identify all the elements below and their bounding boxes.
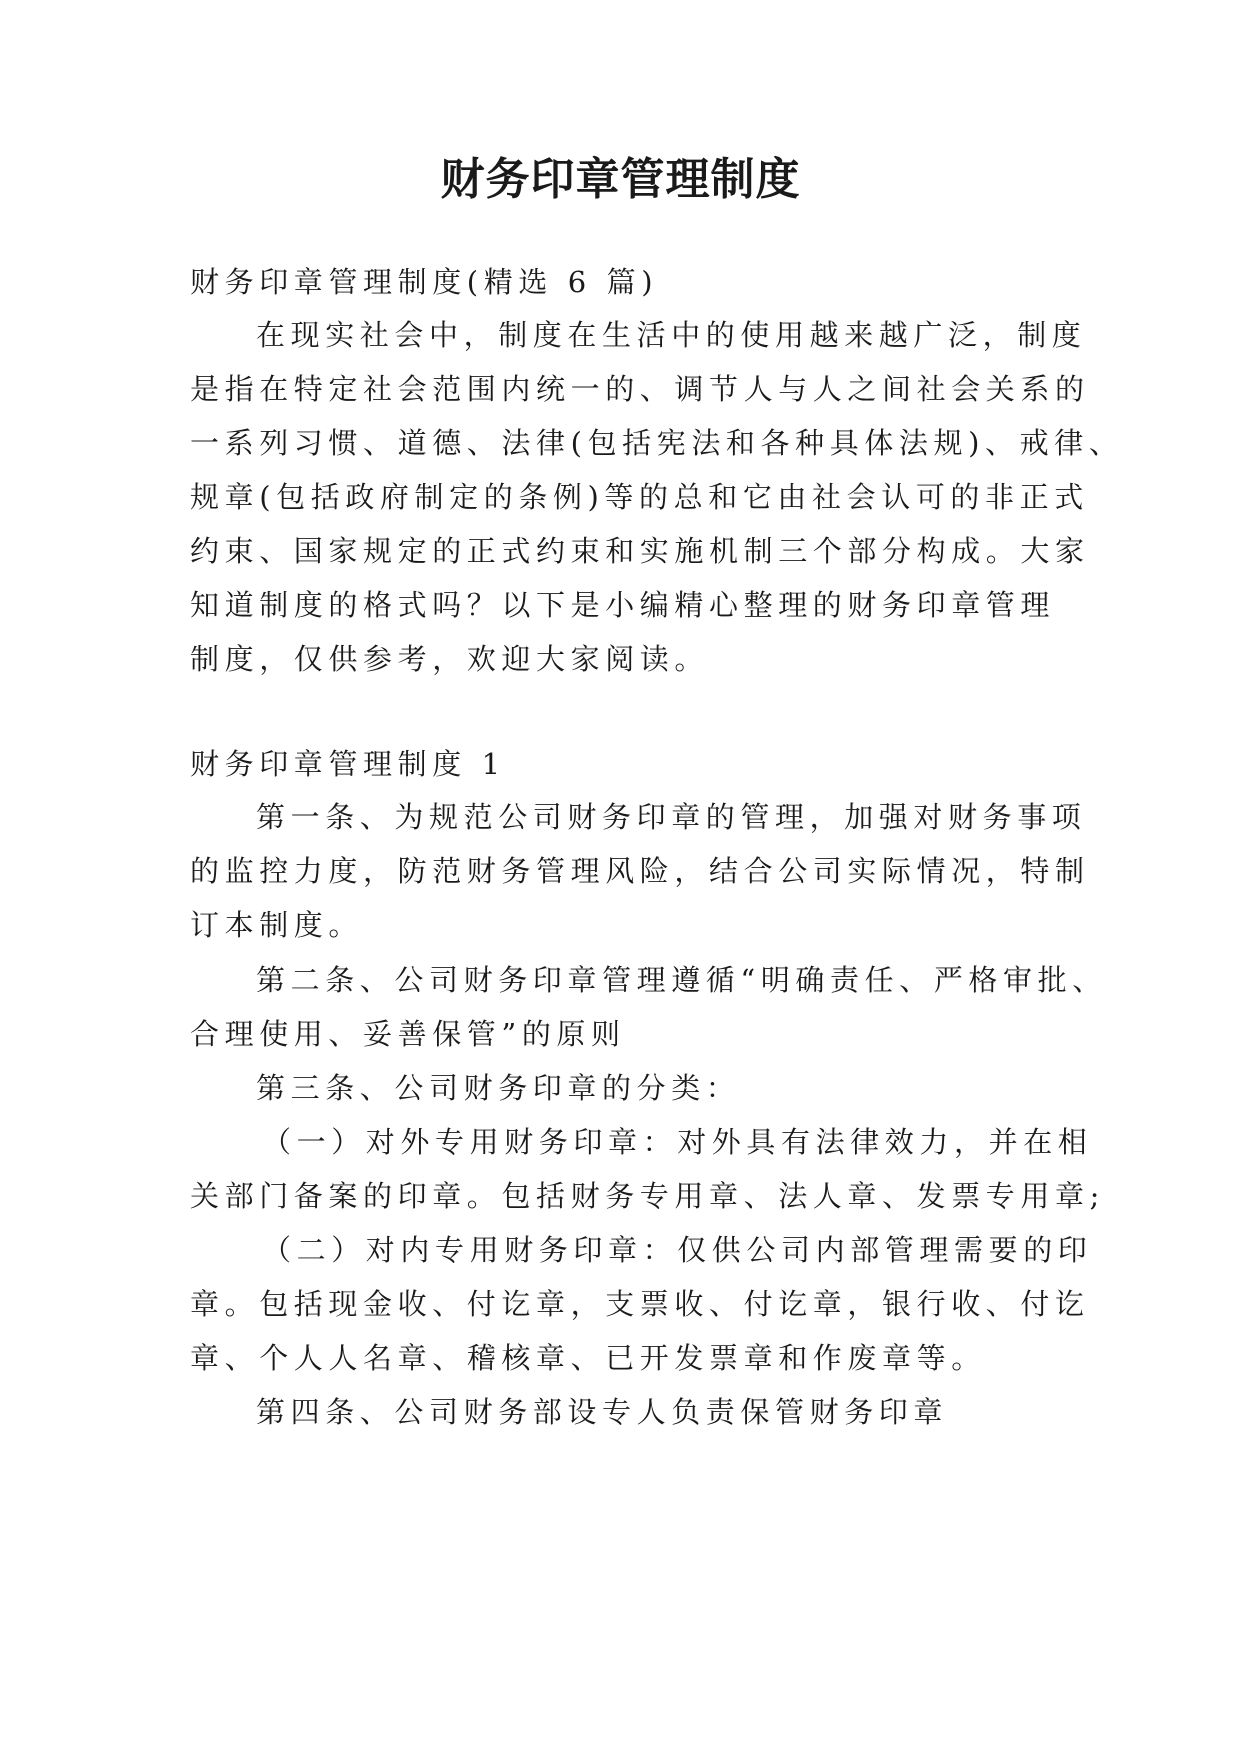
- list-item-line: （一）对外专用财务印章：对外具有法律效力，并在相: [262, 1125, 1093, 1159]
- intro-line: 约束、国家规定的正式约束和实施机制三个部分构成。大家: [190, 534, 1090, 568]
- intro-line: 制度，仅供参考，欢迎大家阅读。: [190, 642, 710, 676]
- document-title: 财务印章管理制度: [440, 154, 801, 205]
- list-item-line: 关部门备案的印章。包括财务专用章、法人章、发票专用章;: [190, 1179, 1105, 1213]
- article-line: 第三条、公司财务印章的分类：: [256, 1071, 741, 1105]
- list-item-line: 章、个人人名章、稽核章、已开发票章和作废章等。: [190, 1341, 986, 1375]
- list-item-line: 章。包括现金收、付讫章，支票收、付讫章，银行收、付讫: [190, 1287, 1090, 1321]
- section-heading: 财务印章管理制度 1: [190, 747, 506, 781]
- intro-line: 知道制度的格式吗？以下是小编精心整理的财务印章管理: [190, 588, 1056, 622]
- article-line: 订本制度。: [190, 908, 364, 942]
- article-line: 第四条、公司财务部设专人负责保管财务印章: [256, 1395, 949, 1429]
- list-item-line: （二）对内专用财务印章：仅供公司内部管理需要的印: [262, 1233, 1093, 1267]
- document-subtitle: 财务印章管理制度(精选 6 篇): [190, 265, 659, 299]
- article-line: 第一条、为规范公司财务印章的管理，加强对财务事项: [256, 800, 1087, 834]
- article-line: 第二条、公司财务印章管理遵循“明确责任、严格审批、: [256, 963, 1107, 997]
- article-line: 的监控力度，防范财务管理风险，结合公司实际情况，特制: [190, 854, 1090, 888]
- article-line: 合理使用、妥善保管”的原则: [190, 1017, 626, 1051]
- intro-line: 规章(包括政府制定的条例)等的总和它由社会认可的非正式: [190, 480, 1089, 514]
- intro-line: 是指在特定社会范围内统一的、调节人与人之间社会关系的: [190, 372, 1090, 406]
- intro-line: 一系列习惯、道德、法律(包括宪法和各种具体法规)、戒律、: [190, 426, 1124, 460]
- intro-line: 在现实社会中，制度在生活中的使用越来越广泛，制度: [256, 318, 1087, 352]
